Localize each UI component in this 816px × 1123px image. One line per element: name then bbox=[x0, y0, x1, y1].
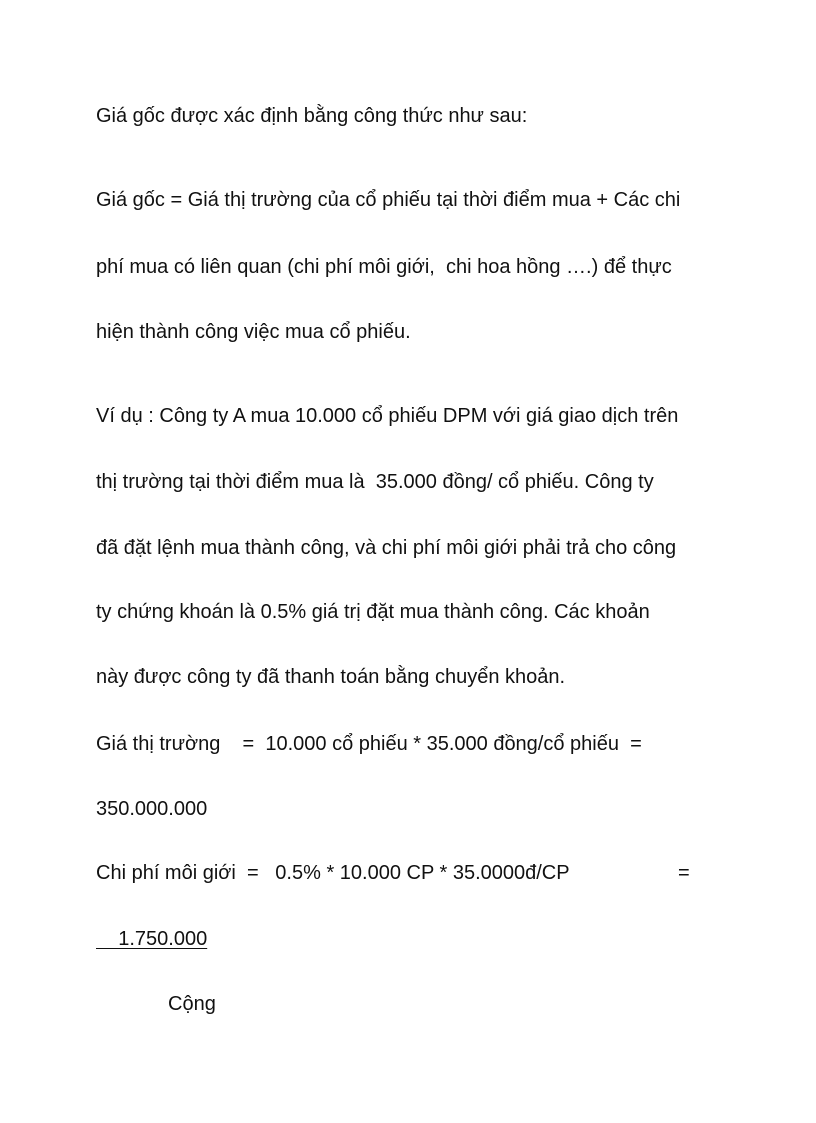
formula-line-3: hiện thành công việc mua cổ phiếu. bbox=[96, 321, 411, 343]
formula-line-1: Giá gốc = Giá thị trường của cổ phiếu tại thời điểm mua + Các chi bbox=[96, 189, 681, 211]
market-price-line: Giá thị trường = 10.000 cổ phiếu * 35.000 đồng/cổ phiếu = bbox=[96, 733, 642, 755]
example-line-3: đã đặt lệnh mua thành công, và chi phí môi giới phải trả cho công bbox=[96, 537, 677, 559]
broker-fee-equals: = bbox=[678, 862, 690, 884]
example-line-2: thị trường tại thời điểm mua là 35.000 đồng/ cổ phiếu. Công ty bbox=[96, 471, 654, 493]
intro-text: Giá gốc được xác định bằng công thức như sau: bbox=[96, 105, 528, 127]
total-label: Cộng bbox=[168, 993, 216, 1015]
broker-fee-value: 1.750.000 bbox=[96, 928, 208, 950]
broker-fee-line: Chi phí môi giới = 0.5% * 10.000 CP * 35.0000đ/CP bbox=[96, 862, 570, 884]
example-line-5: này được công ty đã thanh toán bằng chuyển khoản. bbox=[96, 666, 566, 688]
example-line-4: ty chứng khoán là 0.5% giá trị đặt mua thành công. Các khoản bbox=[96, 601, 650, 623]
market-price-value: 350.000.000 bbox=[96, 798, 208, 820]
example-line-1: Ví dụ : Công ty A mua 10.000 cổ phiếu DPM với giá giao dịch trên bbox=[96, 405, 679, 427]
formula-line-2: phí mua có liên quan (chi phí môi giới, chi hoa hồng ….) để thực bbox=[96, 256, 672, 278]
